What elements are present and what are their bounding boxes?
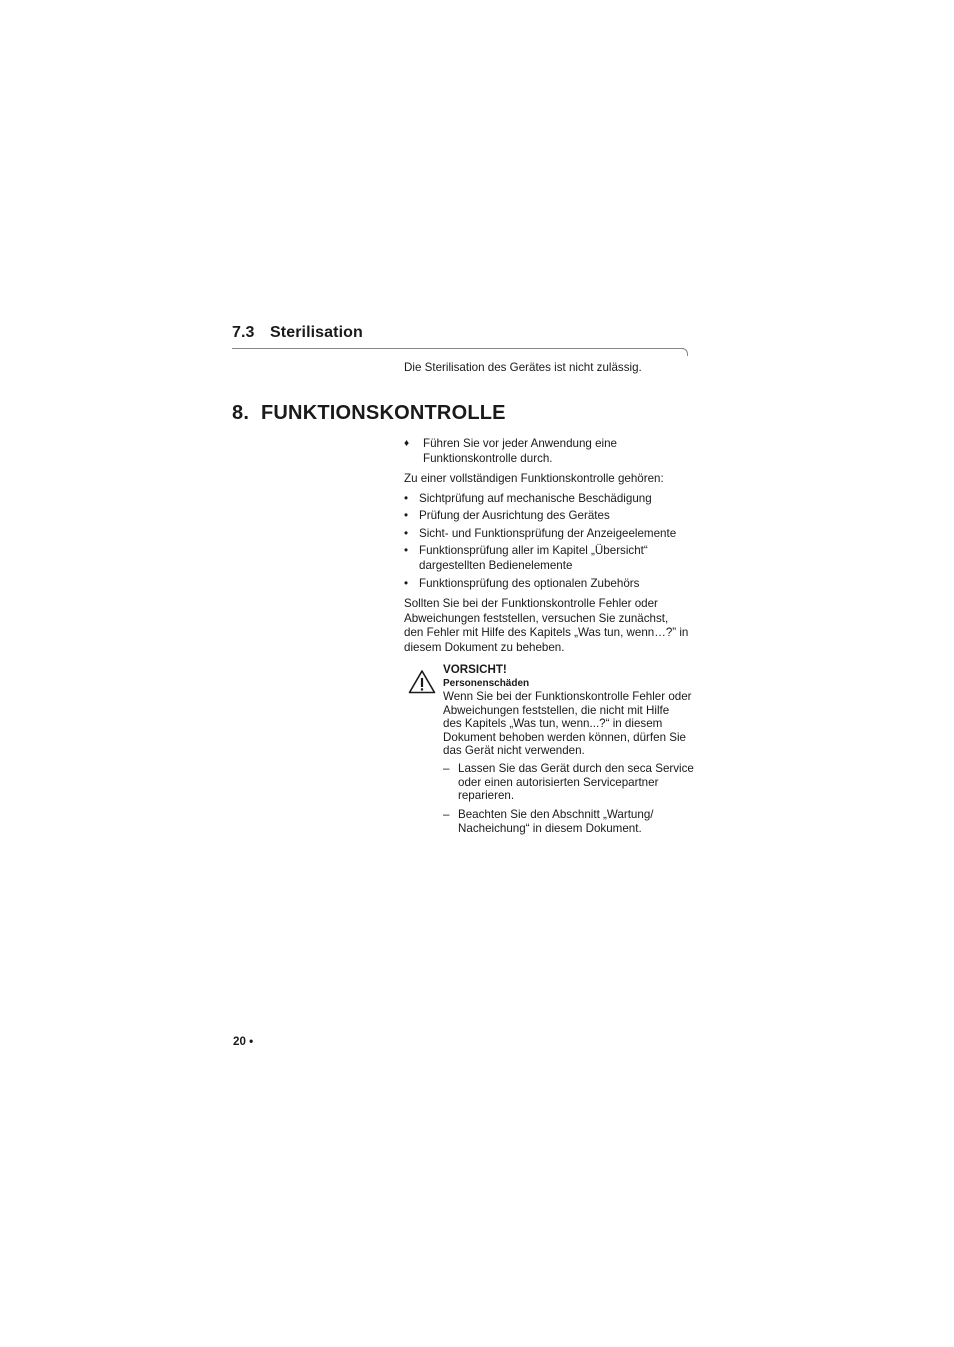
instruction-line-1: Führen Sie vor jeder Anwendung eine (423, 437, 618, 450)
chapter-title: FUNKTIONSKONTROLLE (261, 402, 506, 424)
bullet-marker: • (404, 509, 409, 522)
warning-triangle-icon (408, 669, 436, 694)
troubleshoot-paragraph (404, 597, 688, 655)
bullet-marker: • (404, 527, 409, 540)
dash-marker: – (443, 808, 450, 821)
dash-marker: – (443, 762, 450, 775)
intro-text: Zu einer vollständigen Funktionskontrolle gehören: (404, 472, 664, 485)
warning-body-line: Dokument behoben werden können, dürfen Sie (443, 730, 686, 744)
warning-body-line: Abweichungen feststellen, die nicht mit Hilfe (443, 703, 670, 717)
warning-body-line: Wenn Sie bei der Funktionskontrolle Fehler oder (443, 690, 692, 703)
checklist (404, 492, 694, 592)
chapter-heading (232, 402, 506, 425)
sterilisation-text: Die Sterilisation des Gerätes ist nicht zulässig. (404, 361, 642, 374)
section-divider (232, 348, 684, 349)
list-item-text: Prüfung der Ausrichtung des Gerätes (419, 509, 610, 522)
list-item-text: dargestellten Bedienelemente (419, 559, 573, 572)
list-item-text: Sicht- und Funktionsprüfung der Anzeigeelemente (419, 527, 677, 540)
dash-item-line: reparieren. (458, 789, 515, 803)
dash-item-line: Lassen Sie das Gerät durch den seca Service (458, 762, 694, 775)
warning-body (443, 690, 692, 758)
paragraph-line: den Fehler mit Hilfe des Kapitels „Was tun, wenn…?” in (404, 626, 689, 640)
dash-item-line: oder einen autorisierten Servicepartner (458, 775, 659, 789)
warning-body-line: des Kapitels „Was tun, wenn...?“ in diesem (443, 717, 663, 731)
list-item-text: Sichtprüfung auf mechanische Beschädigung (419, 492, 652, 505)
instruction-line-2: Funktionskontrolle durch. (423, 452, 553, 465)
chapter-number: 8. (232, 402, 250, 424)
warning-subtitle: Personenschäden (443, 678, 530, 689)
list-item-text: Funktionsprüfung aller im Kapitel „Übersicht“ (419, 544, 648, 557)
dash-item-line: Nacheichung“ in diesem Dokument. (458, 821, 642, 835)
bullet-marker: • (404, 544, 409, 557)
instruction-step (404, 437, 694, 467)
diamond-marker-icon: ♦ (404, 438, 410, 449)
warning-body-line: das Gerät nicht verwenden. (443, 744, 585, 758)
list-item-text: Funktionsprüfung des optionalen Zubehörs (419, 577, 640, 590)
bullet-marker: • (404, 577, 409, 590)
warning-title: VORSICHT! (443, 663, 507, 676)
section-title: Sterilisation (270, 324, 363, 341)
paragraph-line: Abweichungen feststellen, versuchen Sie zunächst, (404, 611, 669, 625)
dash-item-line: Beachten Sie den Abschnitt „Wartung/ (458, 808, 654, 821)
paragraph-line: Sollten Sie bei der Funktionskontrolle Fehler oder (404, 597, 658, 610)
list-item (443, 762, 693, 806)
section-number: 7.3 (232, 324, 255, 341)
page-number: 20 • (233, 1035, 254, 1048)
list-item (443, 808, 693, 838)
paragraph-line: diesem Dokument zu beheben. (404, 640, 565, 654)
section-heading (232, 324, 363, 342)
section-divider-end (682, 348, 688, 356)
warning-block (443, 663, 692, 758)
bullet-marker: • (404, 492, 409, 505)
